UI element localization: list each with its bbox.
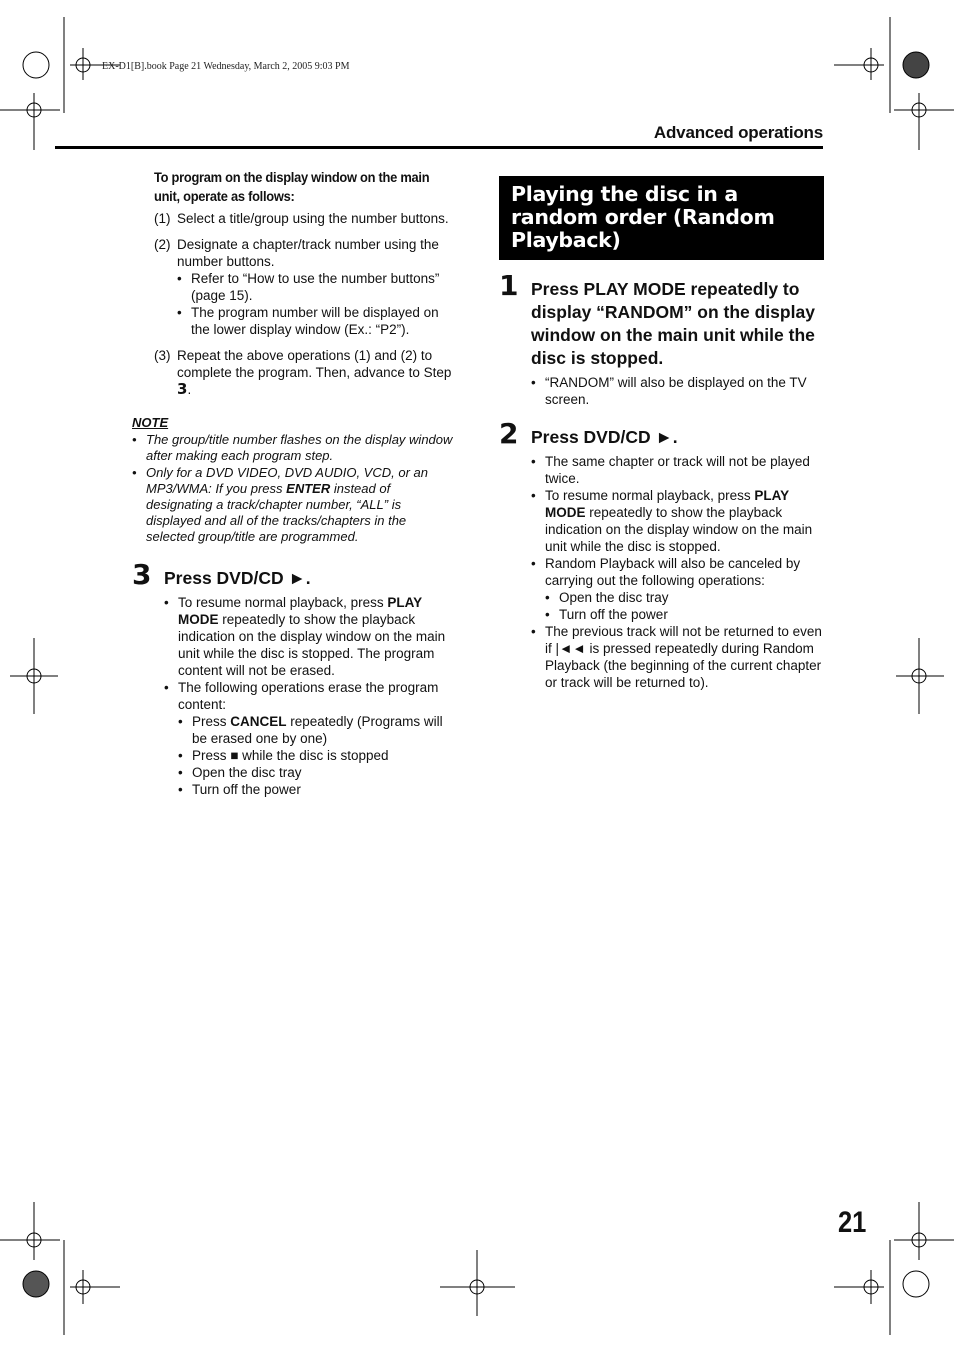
program-steps	[154, 210, 457, 398]
note-item: • The group/title number flashes on the display window after making each program step.	[132, 432, 457, 464]
file-info: EX-D1[B].book Page 21 Wednesday, March 2, 2005 9:03 PM	[102, 61, 350, 72]
page-number: 21	[838, 1206, 867, 1239]
bullet-item: • “RANDOM” will also be displayed on the TV screen.	[531, 374, 824, 408]
step-number: (2)	[154, 237, 171, 252]
step-1-number: 1	[499, 269, 519, 302]
note-list	[132, 432, 457, 545]
step-text: Designate a chapter/track number using the number buttons.	[177, 237, 439, 269]
sub-list	[177, 270, 457, 338]
step-3	[132, 558, 457, 591]
step-2	[499, 417, 824, 450]
bullet-text: repeatedly to show the playback indication on the display window on the main unit while the disc is stopped.	[545, 505, 813, 554]
right-column	[499, 176, 824, 691]
step-end: .	[187, 382, 192, 397]
sub-text: Press	[192, 714, 231, 729]
step-1-title: Press PLAY MODE repeatedly to display “RANDOM” on the display window on the main unit while the disc is stopped.	[531, 279, 815, 368]
sub-item: • The program number will be displayed on the lower display window (Ex.: “P2”).	[177, 304, 457, 338]
program-step	[154, 236, 457, 338]
step-ref: 3	[177, 380, 188, 398]
bullet-bold: PLAY MODE	[545, 488, 789, 520]
note-label: NOTE	[132, 415, 169, 430]
step-2-bullets	[531, 453, 824, 691]
bullet-text: To resume normal playback, press	[545, 488, 755, 503]
note-bold: ENTER	[286, 481, 331, 496]
step-1-bullets	[531, 374, 824, 408]
bullet-item	[531, 487, 824, 555]
note-text: Only for a DVD VIDEO, DVD AUDIO, VCD, or an MP3/WMA: If you press	[146, 465, 428, 496]
bullet-text: repeatedly to show the playback indication on the display window on the main unit while the disc is stopped. The program content will not be erased.	[178, 612, 446, 678]
note-item	[132, 465, 457, 545]
step-3-number: 3	[132, 558, 152, 591]
step-number: (1)	[154, 211, 171, 226]
header-rule	[55, 146, 823, 149]
sub-item: • Open the disc tray	[545, 589, 824, 606]
step-1	[499, 269, 824, 370]
bullet-item	[531, 555, 824, 623]
sub-list	[545, 589, 824, 623]
bullet-item	[164, 594, 457, 679]
step-3-bullets	[164, 594, 457, 798]
bullet-text: The following operations erase the program content:	[178, 680, 439, 712]
step-3-title: Press DVD/CD ►.	[164, 568, 311, 588]
step-2-number: 2	[499, 417, 519, 450]
sub-item	[178, 713, 457, 747]
bullet-text: Random Playback will also be canceled by carrying out the following operations:	[545, 556, 801, 588]
step-number: (3)	[154, 348, 171, 363]
step-2-title: Press DVD/CD ►.	[531, 427, 678, 447]
sub-item: • Turn off the power	[545, 606, 824, 623]
bullet-item: • The previous track will not be returned to even if |◄◄ is pressed repeatedly during Random Playback (the beginning of the current chapter or track will be returned to).	[531, 623, 824, 691]
bullet-item: • The same chapter or track will not be played twice.	[531, 453, 824, 487]
program-step	[154, 210, 457, 227]
program-step	[154, 347, 457, 398]
step-text: Select a title/group using the number buttons.	[177, 211, 449, 226]
sub-bold: CANCEL	[230, 714, 287, 729]
section-title: Advanced operations	[653, 123, 823, 142]
note-text: instead of designating a track/chapter number, “ALL” is displayed and all of the tracks/chapters in the selected group/title are programmed.	[146, 481, 407, 544]
program-intro: To program on the display window on the main unit, operate as follows:	[154, 169, 430, 204]
sub-item: • Turn off the power	[178, 781, 457, 798]
bullet-text: To resume normal playback, press	[178, 595, 388, 610]
random-playback-heading: Playing the disc in a random order (Random Playback)	[499, 176, 824, 260]
sub-list	[178, 713, 457, 798]
sub-item: • Open the disc tray	[178, 764, 457, 781]
left-column	[132, 168, 457, 798]
sub-item: • Press ■ while the disc is stopped	[178, 747, 457, 764]
sub-text: repeatedly (Programs will be erased one by one)	[192, 714, 443, 746]
step-text: Repeat the above operations (1) and (2) to complete the program. Then, advance to Step	[177, 348, 452, 380]
sub-item: • Refer to “How to use the number buttons” (page 15).	[177, 270, 457, 304]
bullet-item	[164, 679, 457, 798]
bullet-bold: PLAY MODE	[178, 595, 422, 627]
